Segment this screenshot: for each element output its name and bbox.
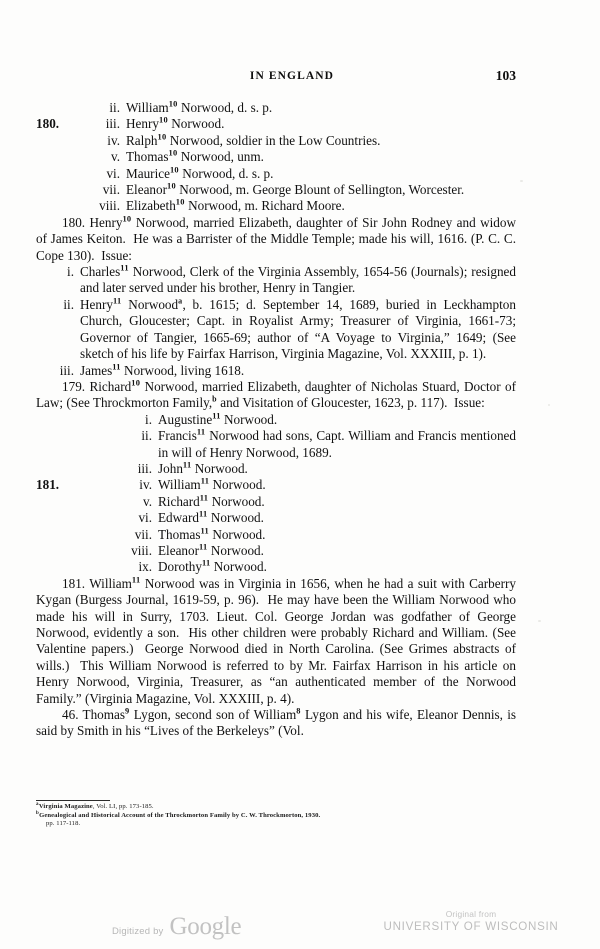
list-item: [36, 494, 516, 510]
roman-numeral: v.: [142, 493, 152, 509]
list-item: [36, 477, 516, 493]
list-item: [36, 461, 516, 477]
roman-numeral: iii.: [59, 362, 74, 378]
list-item: [36, 510, 516, 526]
roman-numeral: vii.: [134, 526, 152, 542]
list-item-text: John$^{11}$ Norwood.: [158, 460, 248, 476]
list-item: [36, 198, 516, 214]
list-item: [36, 133, 516, 149]
list-item-text: William$^{10}$ Norwood, d. s. p.: [126, 99, 273, 115]
list-item-text: Henry$^{10}$ Norwood.: [126, 116, 225, 132]
list-item-text: Ralph$^{10}$ Norwood, soldier in the Low Countries.: [126, 132, 381, 148]
original-source: [366, 909, 576, 933]
footnotes: [36, 800, 516, 829]
body-text: [36, 100, 516, 740]
list-item: [36, 100, 516, 116]
list-item: [36, 182, 516, 198]
digitization-footer: [0, 905, 600, 949]
list-item-text: Maurice$^{10}$ Norwood, d. s. p.: [126, 165, 274, 181]
list-item-text: William$^{11}$ Norwood.: [158, 476, 266, 493]
running-head: [68, 70, 516, 88]
scan-speck: [538, 620, 541, 622]
google-wordmark: Google: [169, 913, 242, 940]
roman-numeral: iv.: [139, 477, 152, 493]
roman-numeral: vi.: [106, 165, 120, 181]
roman-numeral: v.: [110, 149, 120, 165]
roman-numeral: iv.: [107, 132, 120, 148]
roman-numeral: iii.: [137, 460, 152, 476]
paragraph-179: 179. Richard$^{10}$ Norwood, married Elizabeth, daughter of Nicholas Stuard, Doctor of Law; (See Throckmorton Family,$^b$ and Visitation of Gloucester, 1623, p. 117). Issue:: [36, 378, 517, 411]
original-institution: UNIVERSITY OF WISCONSIN: [383, 920, 559, 933]
paragraph-46: 46. Thomas$^9$ Lygon, second son of William$^8$ Lygon and his wife, Eleanor Dennis, is said by Smith in his “Lives of the Berkeleys” (Vol.: [36, 706, 517, 739]
roman-numeral: ii.: [63, 296, 74, 312]
list-item: [36, 297, 516, 363]
list-item: [36, 264, 516, 297]
roman-numeral: ix.: [138, 559, 152, 575]
roman-numeral: vi.: [138, 510, 152, 526]
reference-number: 180.: [36, 116, 60, 132]
list-item-text: Henry$^{11}$ Norwood$^a$, b. 1615; d. September 14, 1689, buried in Leckhampton Church, Gloucester; Capt. in Royalist Army; Treasurer of Virginia, 1661-73; Governor of Tangier, 1665-69; author of “A Voyage to Virginia,” 1649; (See sketch of his life by Fairfax Harrison, Virginia Magazine, Vol. XXXIII, p. 1).: [80, 296, 516, 362]
list-item: [36, 412, 516, 428]
page-title: IN ENGLAND: [249, 70, 335, 82]
digitized-by: [112, 913, 241, 941]
reference-number: 181.: [36, 477, 60, 493]
list-item: [36, 527, 516, 543]
footnote-list: [36, 803, 516, 829]
footnote-rule: [36, 800, 110, 801]
list-180-children: [36, 100, 516, 215]
list-item-text: Augustine$^{11}$ Norwood.: [158, 411, 278, 427]
roman-numeral: viii.: [131, 542, 152, 558]
paragraph-181: 181. William$^{11}$ Norwood was in Virginia in 1656, when he had a suit with Carberry Kygan (Burgess Journal, 1619-59, p. 96). He may have been the William Norwood who made his will in Surry, 1703. Lieut. Col. George Jordan was godfather of George Norwood, evidently a son. His other children were probably Richard and William. (See Valentine papers.) George Norwood died in North Carolina. (See Grimes abstracts of wills.) This William Norwood is referred to by Mr. Fairfax Harrison in his article on Henry Norwood, Virginia, Treasurer, as “an authenticated member of the Norwood Family.” (Virginia Magazine, Vol. XXXIII, p. 4).: [36, 575, 516, 706]
list-item-text: Eleanor$^{10}$ Norwood, m. George Blount of Sellington, Worcester.: [126, 181, 465, 198]
list-item-text: Thomas$^{10}$ Norwood, unm.: [126, 148, 264, 165]
list-180-issue: [36, 264, 516, 379]
footnote: $^a$Virginia Magazine, Vol. LI, pp. 173-185.: [36, 801, 154, 810]
roman-numeral: i.: [145, 411, 152, 427]
list-item: [36, 363, 516, 379]
list-item-text: James$^{11}$ Norwood, living 1618.: [80, 362, 245, 378]
list-item: [36, 149, 516, 165]
roman-numeral: ii.: [109, 100, 120, 115]
scan-speck: [520, 180, 523, 182]
list-item-text: Dorothy$^{11}$ Norwood.: [158, 558, 267, 575]
list-item-text: Richard$^{11}$ Norwood.: [158, 493, 265, 509]
list-item-text: Elizabeth$^{10}$ Norwood, m. Richard Moore.: [126, 198, 345, 214]
list-item-text: Thomas$^{11}$ Norwood.: [158, 526, 266, 542]
paragraph-180: 180. Henry$^{10}$ Norwood, married Elizabeth, daughter of Sir John Rodney and widow of James Keiton. He was a Barrister of the Middle Temple; made his will, 1616. (P. C. C. Cope 130). Issue:: [36, 214, 516, 263]
scan-speck: [548, 404, 550, 406]
page-number: 103: [495, 68, 516, 83]
roman-numeral: i.: [67, 264, 74, 280]
list-item-text: Edward$^{11}$ Norwood.: [158, 509, 264, 526]
list-item-text: Charles$^{11}$ Norwood, Clerk of the Virginia Assembly, 1654-56 (Journals); resigned and later served under his brother, Henry in Tangier.: [80, 263, 516, 296]
list-item: [36, 116, 516, 132]
list-item: [36, 559, 516, 575]
roman-numeral: viii.: [99, 198, 120, 214]
roman-numeral: vii.: [102, 182, 120, 198]
list-item: [36, 428, 516, 461]
digitized-label: Digitized by: [112, 926, 164, 937]
original-label: Original from: [445, 909, 497, 919]
list-item: [36, 166, 516, 182]
list-179-issue: [36, 412, 516, 576]
list-item-text: Francis$^{11}$ Norwood had sons, Capt. William and Francis mentioned in will of Henry Norwood, 1689.: [158, 427, 516, 460]
footnote: $^b$Genealogical and Historical Account of the Throckmorton Family by C. W. Throckmorton, 1930. pp. 117-118.: [36, 810, 321, 828]
list-item-text: Eleanor$^{11}$ Norwood.: [158, 542, 264, 558]
roman-numeral: iii.: [105, 116, 120, 132]
list-item: [36, 543, 516, 559]
roman-numeral: ii.: [141, 428, 152, 444]
